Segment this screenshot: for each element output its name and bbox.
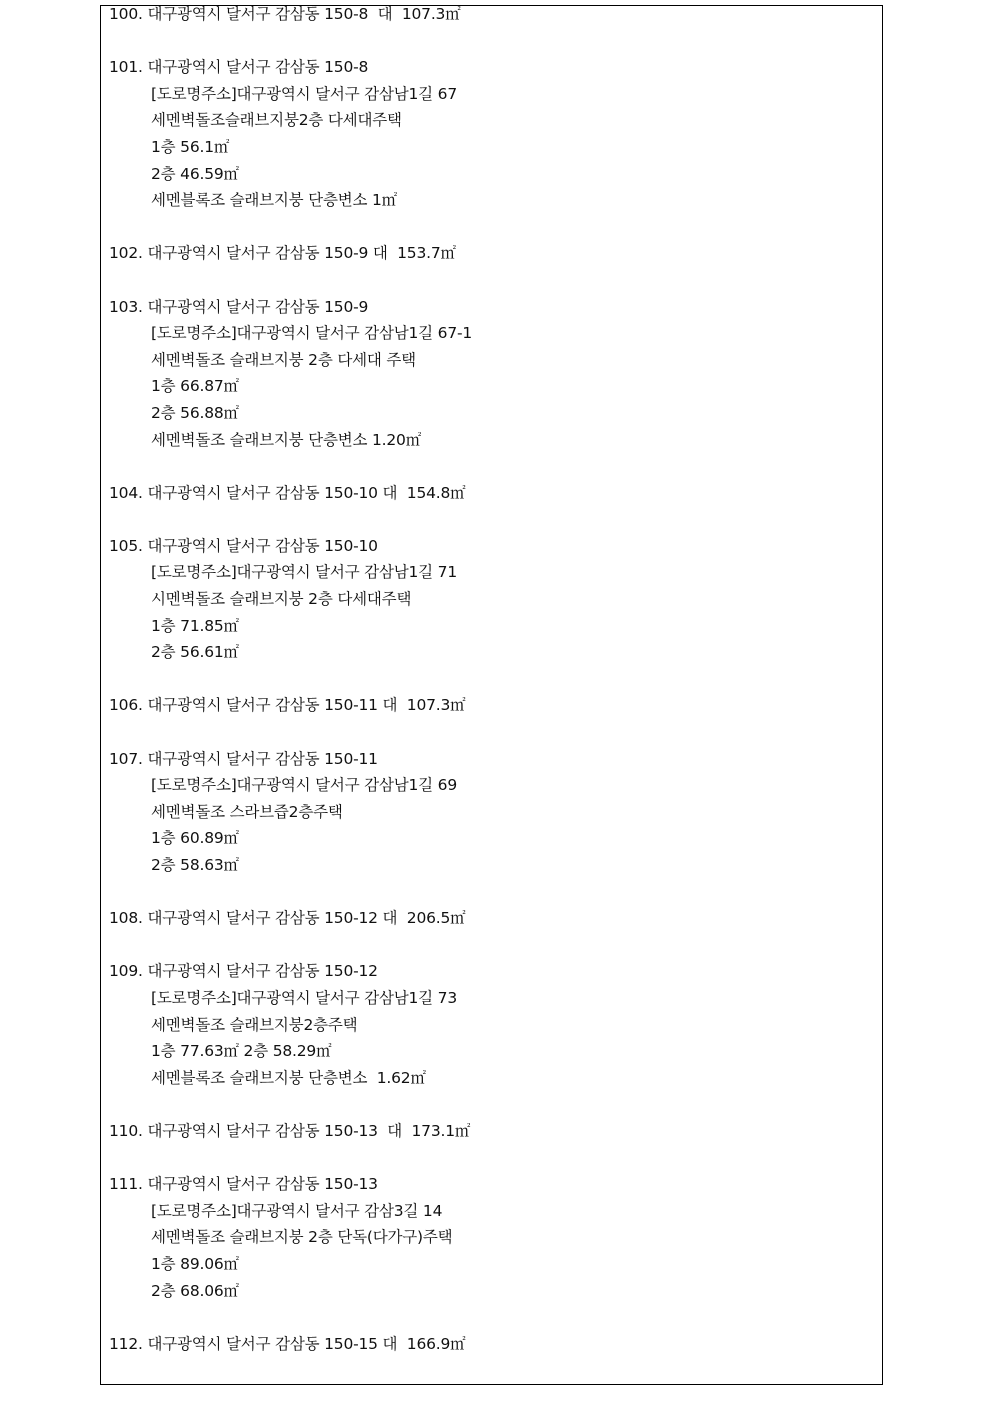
property-list — [109, 1, 874, 1384]
document-frame — [100, 5, 883, 1385]
entry-detail: 세멘벽돌조 스라브즙2층주택 — [151, 802, 343, 821]
property-entry — [109, 54, 874, 214]
entry-heading: 105. 대구광역시 달서구 감삼동 150-10 — [109, 536, 378, 555]
entry-detail: [도로명주소]대구광역시 달서구 감삼남1길 71 — [151, 563, 458, 582]
entry-detail: 세멘벽돌조 슬래브지붕 단층변소 1.20㎡ — [151, 430, 422, 449]
property-entry — [109, 294, 874, 454]
property-entry — [109, 533, 874, 666]
entry-heading: 101. 대구광역시 달서구 감삼동 150-8 — [109, 58, 369, 77]
entry-heading: 110. 대구광역시 달서구 감삼동 150-13 대 173.1㎡ — [109, 1121, 471, 1140]
property-entry — [109, 1331, 874, 1358]
entry-detail: 1층 66.87㎡ — [151, 377, 239, 396]
entry-detail: [도로명주소]대구광역시 달서구 감삼남1길 69 — [151, 776, 458, 795]
entry-heading: 103. 대구광역시 달서구 감삼동 150-9 — [109, 297, 369, 316]
entry-detail: 1층 60.89㎡ — [151, 829, 239, 848]
entry-detail: [도로명주소]대구광역시 달서구 감삼남1길 67-1 — [151, 324, 473, 343]
entry-detail: 세멘블록조 슬래브지붕 단층변소 1.62㎡ — [151, 1068, 426, 1087]
entry-detail: [도로명주소]대구광역시 달서구 감삼3길 14 — [151, 1201, 443, 1220]
entry-heading: 100. 대구광역시 달서구 감삼동 150-8 대 107.3㎡ — [109, 5, 461, 23]
entry-detail: 세멘블록조 슬래브지붕 단층변소 1㎡ — [151, 191, 397, 210]
entry-detail: 2층 46.59㎡ — [151, 164, 239, 183]
entry-detail: 세멘벽돌조 슬래브지붕2층주택 — [151, 1015, 358, 1034]
entry-heading: 108. 대구광역시 달서구 감삼동 150-12 대 206.5㎡ — [109, 909, 466, 928]
entry-heading: 104. 대구광역시 달서구 감삼동 150-10 대 154.8㎡ — [109, 483, 466, 502]
entry-detail: 1층 71.85㎡ — [151, 616, 239, 635]
entry-heading: 102. 대구광역시 달서구 감삼동 150-9 대 153.7㎡ — [109, 244, 456, 263]
entry-detail: 세멘벽돌조 슬래브지붕 2층 단독(다가구)주택 — [151, 1228, 453, 1247]
entry-heading: 111. 대구광역시 달서구 감삼동 150-13 — [109, 1175, 378, 1194]
property-entry — [109, 1171, 874, 1304]
entry-detail: 1층 56.1㎡ — [151, 137, 230, 156]
entry-detail: 2층 56.88㎡ — [151, 403, 239, 422]
entry-detail: 2층 68.06㎡ — [151, 1281, 239, 1300]
property-entry — [109, 905, 874, 932]
property-entry — [109, 480, 874, 507]
property-entry — [109, 1, 874, 28]
entry-heading: 109. 대구광역시 달서구 감삼동 150-12 — [109, 962, 378, 981]
property-entry — [109, 692, 874, 719]
entry-heading: 106. 대구광역시 달서구 감삼동 150-11 대 107.3㎡ — [109, 696, 466, 715]
entry-detail: 1층 89.06㎡ — [151, 1254, 239, 1273]
entry-detail: 2층 58.63㎡ — [151, 856, 239, 874]
property-entry — [109, 958, 874, 1091]
entry-detail: 1층 77.63㎡ 2층 58.29㎡ — [151, 1042, 332, 1061]
entry-heading: 112. 대구광역시 달서구 감삼동 150-15 대 166.9㎡ — [109, 1334, 466, 1353]
entry-heading: 107. 대구광역시 달서구 감삼동 150-11 — [109, 749, 378, 768]
entry-detail: 2층 56.61㎡ — [151, 643, 239, 662]
entry-detail: [도로명주소]대구광역시 달서구 감삼남1길 73 — [151, 988, 458, 1007]
property-entry — [109, 746, 874, 879]
entry-detail: 세멘벽돌조슬래브지붕2층 다세대주택 — [151, 111, 402, 130]
entry-detail: 시멘벽돌조 슬래브지붕 2층 다세대주택 — [151, 590, 412, 609]
entry-detail: [도로명주소]대구광역시 달서구 감삼남1길 67 — [151, 84, 458, 103]
entry-detail: 세멘벽돌조 슬래브지붕 2층 다세대 주택 — [151, 350, 416, 369]
property-entry — [109, 240, 874, 267]
property-entry — [109, 1118, 874, 1145]
